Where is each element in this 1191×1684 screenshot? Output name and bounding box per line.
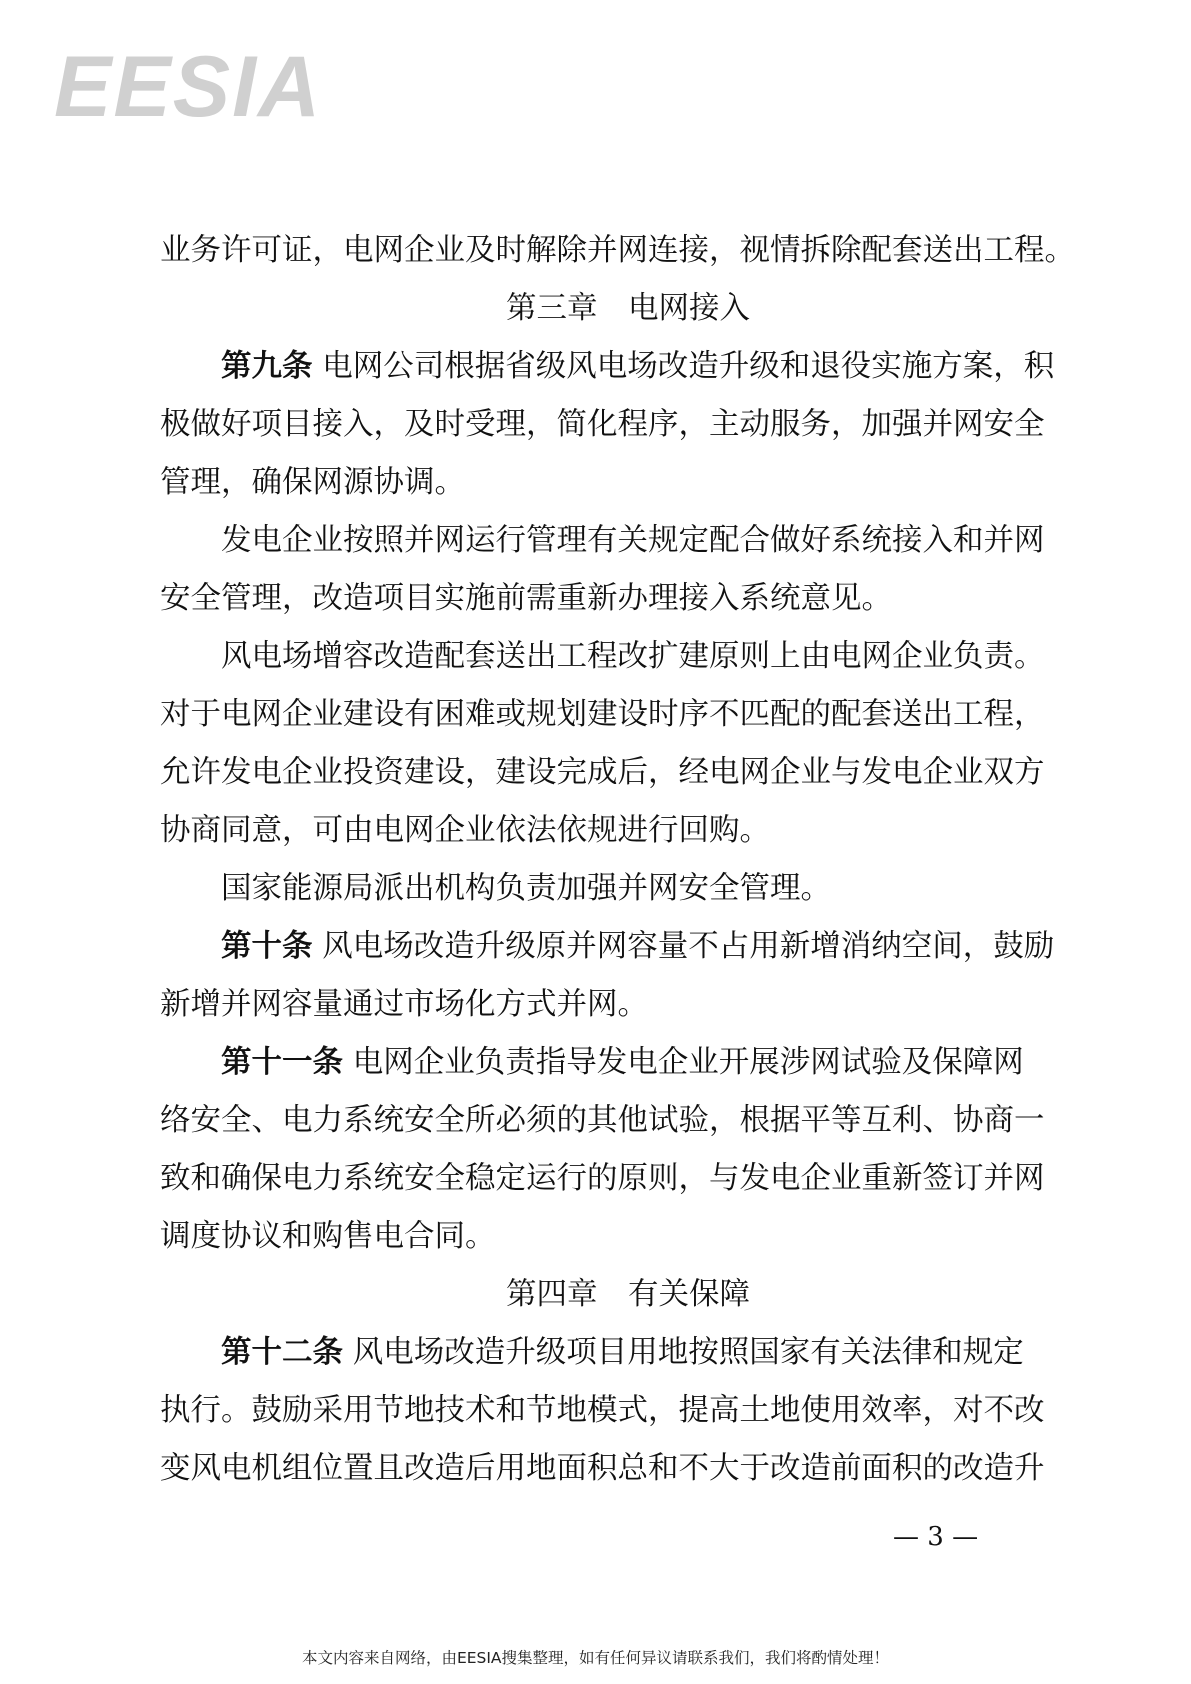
article-12-text: 风电场改造升级项目用地按照国家有关法律和规定 (352, 1335, 1024, 1370)
paragraph-2-line-1: 发电企业按照并网运行管理有关规定配合做好系统接入和并网 (221, 523, 1045, 558)
article-9-text: 电网公司根据省级风电场改造升级和退役实施方案，积 (322, 349, 1055, 384)
article-10-line-2: 新增并网容量通过市场化方式并网。 (160, 987, 648, 1022)
article-11-line-4: 调度协议和购售电合同。 (160, 1219, 496, 1254)
article-9-line-3: 管理，确保网源协调。 (160, 465, 465, 500)
article-11-line-1 (160, 1034, 1050, 1092)
paragraph-3-line-2: 对于电网企业建设有困难或规划建设时序不匹配的配套送出工程， (160, 697, 1045, 732)
document-body (160, 222, 1075, 1498)
article-9-label: 第九条 (221, 349, 313, 384)
paragraph-2-line-2: 安全管理，改造项目实施前需重新办理接入系统意见。 (160, 581, 892, 616)
page-number: — 3 — (893, 1522, 979, 1552)
eesia-logo: EESIA (54, 39, 323, 135)
footer-disclaimer: 本文内容来自网络，由EESIA搜集整理，如有任何异议请联系我们，我们将酌情处理！ (301, 1649, 890, 1667)
article-12-line-1 (160, 1324, 1050, 1382)
article-11-line-3: 致和确保电力系统安全稳定运行的原则，与发电企业重新签订并网 (160, 1161, 1045, 1196)
paragraph-3-line-4: 协商同意，可由电网企业依法依规进行回购。 (160, 813, 770, 848)
article-11-line-2: 络安全、电力系统安全所必须的其他试验，根据平等互利、协商一 (160, 1103, 1045, 1138)
paragraph-3-line-3: 允许发电企业投资建设，建设完成后，经电网企业与发电企业双方 (160, 755, 1045, 790)
text-line: 业务许可证，电网企业及时解除并网连接，视情拆除配套送出工程。 (160, 233, 1075, 268)
article-11-text: 电网企业负责指导发电企业开展涉网试验及保障网 (352, 1045, 1024, 1080)
article-12-line-2: 执行。鼓励采用节地技术和节地模式，提高土地使用效率，对不改 (160, 1393, 1045, 1428)
article-12-line-3: 变风电机组位置且改造后用地面积总和不大于改造前面积的改造升 (160, 1451, 1045, 1486)
chapter-heading-4: 第四章 有关保障 (506, 1277, 750, 1312)
paragraph-3-line-1: 风电场增容改造配套送出工程改扩建原则上由电网企业负责。 (221, 639, 1045, 674)
article-9-line-2: 极做好项目接入，及时受理，简化程序，主动服务，加强并网安全 (160, 407, 1045, 442)
article-11-label: 第十一条 (221, 1045, 343, 1080)
article-10-label: 第十条 (221, 929, 313, 964)
article-9-line-1 (160, 338, 1055, 396)
paragraph-4-line-1: 国家能源局派出机构负责加强并网安全管理。 (221, 871, 831, 906)
article-12-label: 第十二条 (221, 1335, 343, 1370)
article-10-text: 风电场改造升级原并网容量不占用新增消纳空间，鼓励 (322, 929, 1055, 964)
chapter-heading-3: 第三章 电网接入 (506, 291, 750, 326)
article-10-line-1 (160, 918, 1055, 976)
